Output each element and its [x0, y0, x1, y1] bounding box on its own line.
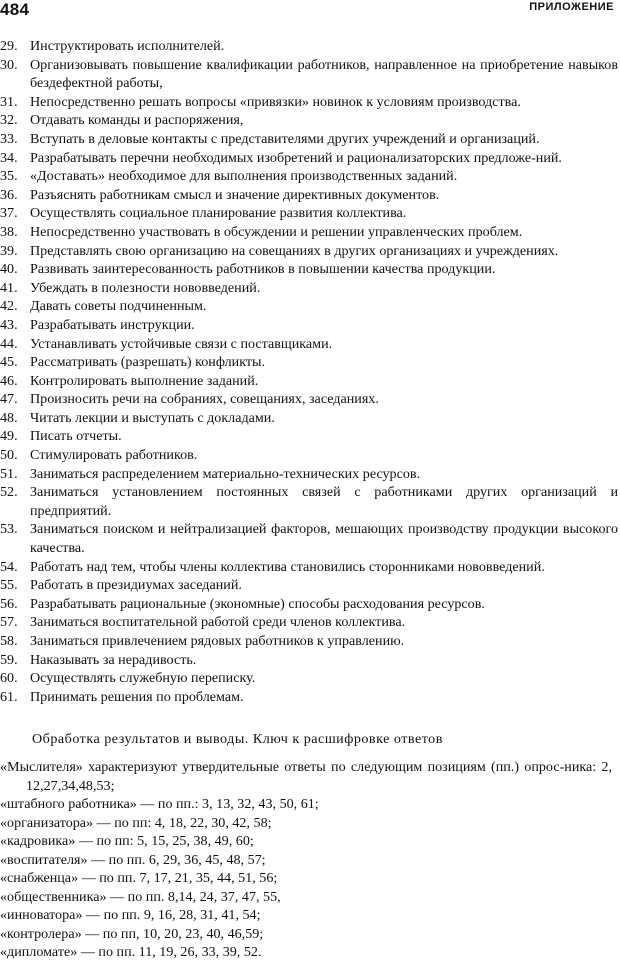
item-text: Убеждать в полезности нововведений. [30, 279, 261, 296]
item-text: Заниматься привлечением рядовых работников к управлению. [30, 633, 405, 649]
item-text: Непосредственно решать вопросы «привязки» новинок к условиям производства. [30, 93, 521, 110]
item-number: 38. [0, 223, 18, 240]
item-text: Инструктировать исполнителей. [30, 38, 225, 54]
item-text: Заниматься установлением постоянных связей с работниками других организаций и предприятий. [30, 484, 618, 519]
list-item [0, 372, 618, 391]
item-text: Разъяснять работникам смысл и значение директивных документов. [30, 186, 440, 203]
item-number: 45. [0, 354, 18, 371]
list-item [0, 93, 618, 112]
item-number: 30. [0, 56, 18, 73]
item-number: 33. [0, 130, 18, 147]
list-item [0, 167, 618, 186]
item-number: 56. [0, 595, 18, 612]
item-number: 52. [0, 484, 18, 501]
list-item [0, 149, 618, 168]
answer-key-line: «инноватора» — по пп. 9, 16, 28, 31, 41, 54; [0, 907, 261, 923]
item-number: 36. [0, 186, 18, 203]
list-item [0, 279, 618, 298]
item-number: 35. [0, 168, 18, 185]
item-text: Читать лекции и выступать с докладами. [30, 409, 275, 426]
list-item [0, 595, 618, 614]
list-item [0, 260, 618, 279]
item-text: Осуществлять социальное планирование развития коллектива. [30, 205, 407, 222]
list-item [0, 316, 618, 335]
item-number: 49. [0, 428, 18, 445]
list-item [0, 576, 618, 595]
item-number: 40. [0, 261, 18, 278]
page-header [0, 0, 620, 36]
answer-key-line: «штабного работника» — по пп.: 3, 13, 32, 43, 50, 61; [0, 796, 319, 812]
item-number: 39. [0, 242, 18, 259]
item-number: 32. [0, 112, 18, 129]
list-item [0, 669, 618, 688]
item-text: Разрабатывать перечни необходимых изобретений и рационализаторских предложе-ний. [30, 149, 562, 166]
list-item [0, 688, 618, 707]
item-text: Заниматься поиском и нейтрализацией факторов, мешающих производству продукции высокого качества. [30, 521, 618, 557]
list-item [0, 520, 618, 557]
item-number: 58. [0, 633, 18, 649]
item-text: Заниматься воспитательной работой среди членов коллектива. [30, 614, 406, 631]
item-number: 47. [0, 391, 18, 408]
item-text: Развивать заинтересованность работников в повышении качества продукции. [30, 261, 496, 278]
answer-key [0, 758, 612, 962]
item-text: Представлять свою организацию на совещаниях в других организациях и учреждениях. [30, 242, 559, 259]
answer-key-line: «организатора» — по пп: 4, 18, 22, 30, 42, 58; [0, 814, 272, 831]
list-item [0, 297, 618, 316]
answer-key-line: «общественника» — по пп. 8,14, 24, 37, 47, 55, [0, 888, 281, 905]
item-number: 59. [0, 651, 18, 668]
item-text: Давать советы подчиненным. [30, 298, 207, 315]
item-text: Наказывать за нерадивость. [30, 651, 197, 668]
list-item [0, 651, 618, 670]
answer-key-line: «кадровика» — по пп: 5, 15, 25, 38, 49, 60; [0, 833, 254, 849]
answer-key-line: «воспитателя» — по пп. 6, 29, 36, 45, 48, 57; [0, 851, 266, 868]
item-text: Заниматься распределением материально-технических ресурсов. [30, 465, 421, 482]
item-text: Непосредственно участвовать в обсуждении и решении управленческих проблем. [30, 223, 523, 240]
list-item [0, 335, 618, 354]
item-text: Рассматривать (разрешать) конфликты. [30, 354, 266, 371]
list-item [0, 353, 618, 372]
list-item [0, 465, 618, 484]
item-number: 34. [0, 149, 18, 166]
item-text: Отдавать команды и распоряжения, [30, 112, 244, 129]
answer-key-line: «снабженца» — по пп. 7, 17, 21, 35, 44, 51, 56; [0, 870, 278, 886]
item-number: 48. [0, 409, 18, 426]
item-number: 51. [0, 465, 18, 482]
item-number: 44. [0, 335, 18, 352]
list-item [0, 632, 618, 651]
section-title: Обработка результатов и выводы. Ключ к расшифровке ответов [32, 731, 443, 747]
item-text: «Доставать» необходимое для выполнения производственных заданий. [30, 168, 458, 185]
list-item [0, 186, 618, 205]
item-number: 41. [0, 279, 18, 296]
item-text: Работать в президиумах заседаний. [30, 577, 242, 594]
item-number: 50. [0, 447, 18, 464]
item-text: Работать над тем, чтобы члены коллектива становились сторонниками нововведений. [30, 558, 545, 575]
item-number: 29. [0, 38, 18, 54]
list-item [0, 446, 618, 465]
list-item [0, 130, 618, 149]
list-item [0, 558, 618, 577]
item-number: 57. [0, 614, 18, 631]
item-number: 31. [0, 93, 18, 110]
item-text: Вступать в деловые контакты с представителями других учреждений и организаций. [30, 130, 540, 147]
list-item [0, 204, 618, 223]
answer-key-line: «контролера» — по пп, 10, 20, 23, 40, 46,59; [0, 925, 264, 942]
item-text: Осуществлять служебную переписку. [30, 670, 256, 687]
item-number: 46. [0, 372, 18, 389]
item-text: Организовывать повышение квалификации работников, направленное на приобретение навыков бездефектной работы, [30, 56, 618, 92]
item-text: Устанавливать устойчивые связи с поставщиками. [30, 335, 333, 352]
page-number: 484 [0, 0, 30, 19]
answer-key-line: «дипломате» — по пп. 11, 19, 26, 33, 39, 52. [0, 944, 262, 960]
item-number: 60. [0, 670, 18, 687]
item-number: 43. [0, 316, 18, 333]
list-item [0, 242, 618, 261]
item-number: 42. [0, 298, 18, 315]
list-item [0, 111, 618, 130]
item-text: Разрабатывать рациональные (экономные) способы расходования ресурсов. [30, 595, 485, 612]
list-item [0, 483, 618, 520]
item-text: Принимать решения по проблемам. [30, 688, 244, 705]
list-item [0, 390, 618, 409]
item-number: 55. [0, 577, 18, 594]
running-head: ПРИЛОЖЕНИЕ [529, 1, 614, 13]
list-item [0, 409, 618, 428]
item-text: Разрабатывать инструкции. [30, 316, 195, 333]
list-item [0, 613, 618, 632]
item-number: 53. [0, 521, 18, 538]
list-item [0, 56, 618, 93]
list-item [0, 223, 618, 242]
answer-key-intro: «Мыслителя» характеризуют утвердительные ответы по следующим позициям (пп.) опрос-ника: 2, 12,27,34,48,53; [0, 759, 612, 794]
item-text: Писать отчеты. [30, 428, 122, 445]
item-number: 37. [0, 205, 18, 222]
item-number: 61. [0, 688, 18, 705]
item-text: Контролировать выполнение заданий. [30, 372, 259, 389]
item-text: Произносить речи на собраниях, совещаниях, заседаниях. [30, 391, 379, 408]
item-number: 54. [0, 558, 18, 575]
list-item [0, 427, 618, 446]
item-text: Стимулировать работников. [30, 447, 198, 464]
list-item [0, 37, 618, 56]
questionnaire-items [0, 37, 618, 706]
